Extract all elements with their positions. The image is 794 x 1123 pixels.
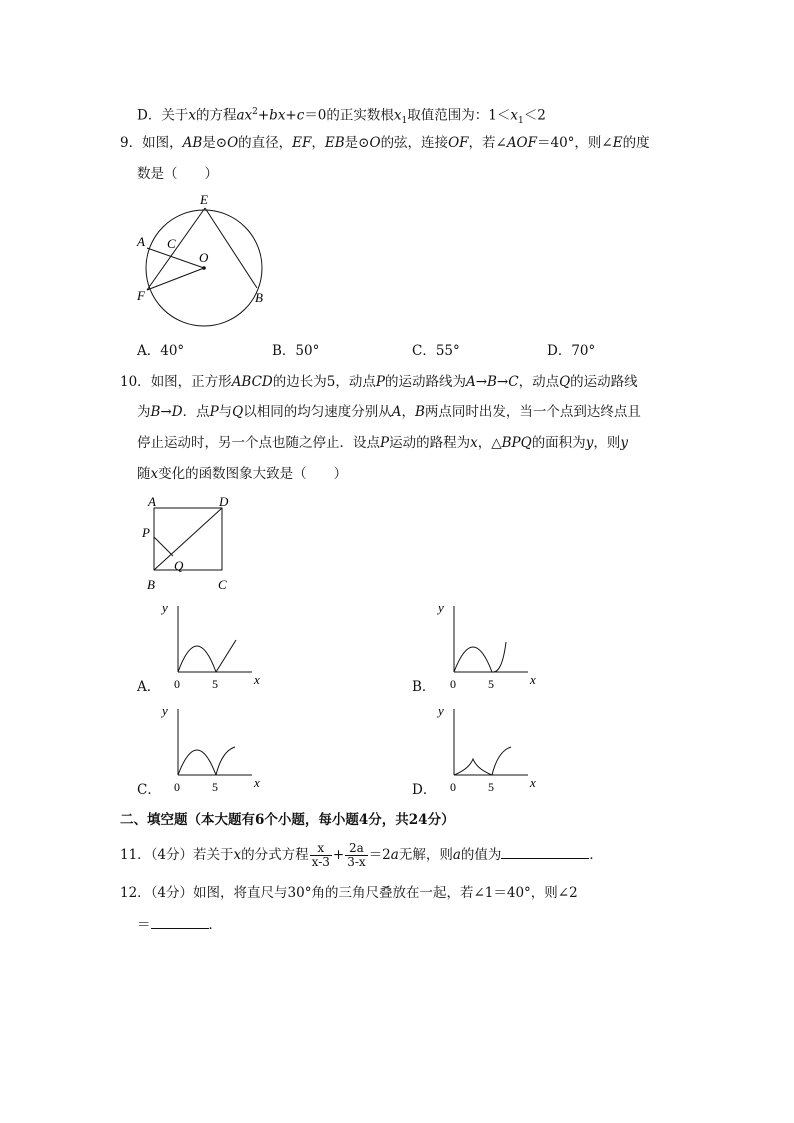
label-a: A bbox=[137, 234, 145, 249]
q10-graph-c[interactable] bbox=[160, 703, 270, 793]
label-c: C bbox=[167, 236, 176, 251]
q10-line2: 为B→D．点P与Q以相同的均匀速度分别从A，B两点同时出发，当一个点到达终点且 bbox=[137, 404, 641, 420]
q10-option-c-label[interactable]: C． bbox=[137, 782, 161, 798]
svg-text:0: 0 bbox=[450, 780, 456, 794]
q9-circle-figure bbox=[135, 190, 275, 340]
answer-blank[interactable] bbox=[151, 914, 209, 929]
section-2-title: 二、填空题（本大题有6个小题，每小题4分，共24分） bbox=[120, 812, 455, 828]
q9-line2: 数是（ ） bbox=[137, 166, 218, 182]
curve bbox=[454, 647, 492, 672]
q10-square-figure bbox=[140, 493, 240, 598]
q10-graph-b[interactable] bbox=[436, 600, 546, 690]
svg-text:5: 5 bbox=[488, 677, 494, 691]
q10-graph-d[interactable] bbox=[436, 703, 546, 793]
diagonal-bd bbox=[154, 508, 222, 570]
q9-option-c[interactable]: C．55° bbox=[412, 343, 460, 359]
svg-text:y: y bbox=[162, 703, 168, 718]
q10-line4: 随x变化的函数图象大致是（ ） bbox=[137, 466, 348, 482]
q10-line3: 停止运动时，另一个点也随之停止．设点P运动的路程为x，△BPQ的面积为y，则y bbox=[137, 435, 628, 451]
fraction-1: $\frac{x}{x-3}$ bbox=[311, 841, 330, 869]
segment-ef bbox=[147, 208, 205, 290]
curve-2 bbox=[492, 642, 506, 672]
label-p: P bbox=[142, 525, 150, 540]
segment-pq bbox=[154, 537, 173, 556]
svg-text:5: 5 bbox=[212, 780, 218, 794]
label-b: B bbox=[147, 577, 155, 592]
svg-text:x: x bbox=[254, 775, 260, 790]
q9-line1: 9．如图，AB是⊙O的直径，EF，EB是⊙O的弦，连接OF，若∠AOF＝40°，则∠E的度 bbox=[120, 135, 650, 151]
q10-option-d-label[interactable]: D． bbox=[412, 782, 437, 798]
q11: 11．（4分）若关于x的分式方程 $\frac{x}{x-3}$ + $\frac{2a}{3-x}$ ＝2a无解，则a的值为 ． bbox=[120, 841, 603, 869]
q12-line2: ＝ ． bbox=[137, 914, 222, 935]
svg-text:0: 0 bbox=[174, 780, 180, 794]
q10-graph-a[interactable] bbox=[160, 600, 270, 690]
label-e: E bbox=[200, 192, 208, 207]
q12-line1: 12．（4分）如图，将直尺与30°角的三角尺叠放在一起，若∠1＝40°，则∠2 bbox=[120, 885, 578, 901]
label-q: Q bbox=[174, 558, 184, 573]
q9-option-d[interactable]: D．70° bbox=[547, 343, 596, 359]
q10-option-a-label[interactable]: A． bbox=[137, 679, 161, 695]
label-a: A bbox=[148, 494, 156, 509]
label-o: O bbox=[199, 250, 209, 265]
segment-ao bbox=[147, 248, 204, 268]
label-d: D bbox=[219, 494, 229, 509]
svg-text:0: 0 bbox=[174, 677, 180, 691]
curve bbox=[454, 759, 492, 775]
segment-fo bbox=[147, 268, 204, 290]
fraction-2: $\frac{2a}{3-x}$ bbox=[347, 841, 366, 869]
center-dot bbox=[202, 266, 206, 270]
answer-blank[interactable] bbox=[501, 844, 589, 859]
svg-text:y: y bbox=[162, 600, 168, 615]
svg-text:5: 5 bbox=[488, 780, 494, 794]
svg-text:y: y bbox=[438, 600, 444, 615]
label-b: B bbox=[255, 290, 263, 305]
svg-text:x: x bbox=[530, 775, 536, 790]
ray bbox=[216, 640, 236, 672]
svg-text:x: x bbox=[254, 672, 260, 687]
curve bbox=[178, 750, 216, 775]
q8-option-d: D．关于x的方程$ax^2+bx+c=0$的正实数根$x_1$取值范围为：$1<x_1<2$ bbox=[137, 107, 546, 127]
q9-option-b[interactable]: B．50° bbox=[272, 343, 320, 359]
svg-text:y: y bbox=[438, 703, 444, 718]
segment-eb bbox=[205, 208, 257, 288]
label-f: F bbox=[137, 288, 145, 303]
svg-text:x: x bbox=[530, 672, 536, 687]
curve-2 bbox=[492, 747, 511, 775]
label-c: C bbox=[218, 577, 227, 592]
svg-text:0: 0 bbox=[450, 677, 456, 691]
q10-line1: 10．如图，正方形ABCD的边长为5，动点P的运动路线为A→B→C，动点Q的运动路线 bbox=[120, 374, 638, 390]
q10-option-b-label[interactable]: B． bbox=[412, 679, 436, 695]
curve bbox=[178, 646, 216, 672]
curve-2 bbox=[216, 747, 235, 775]
svg-text:5: 5 bbox=[212, 677, 218, 691]
q9-option-a[interactable]: A．40° bbox=[137, 343, 185, 359]
